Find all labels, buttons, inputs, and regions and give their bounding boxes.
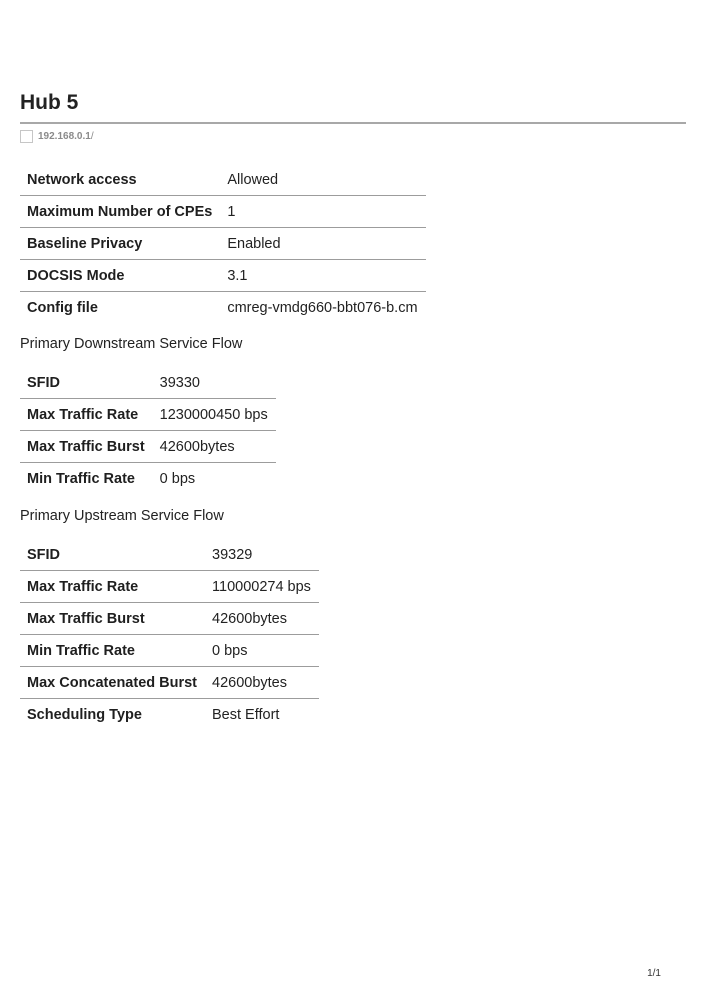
table-row: [20, 292, 426, 324]
row-label: DOCSIS Mode: [20, 260, 220, 292]
url-text[interactable]: [38, 131, 94, 142]
page-title: Hub 5: [20, 91, 79, 114]
row-label: Maximum Number of CPEs: [20, 196, 220, 228]
table-row: [20, 431, 276, 463]
source-url[interactable]: [20, 128, 94, 144]
table-row: [20, 399, 276, 431]
url-path: /: [90, 130, 94, 142]
general-status-table: [20, 164, 426, 323]
row-label: SFID: [27, 546, 61, 563]
row-value: 0 bps: [205, 635, 319, 667]
row-label: Config file: [20, 292, 220, 324]
row-label: Max Traffic Burst: [20, 603, 205, 635]
row-value: 1230000450 bps: [153, 399, 276, 431]
row-value: 110000274 bps: [205, 571, 319, 603]
upstream-flow-table: [20, 539, 319, 730]
table-row: [20, 228, 426, 260]
row-label: Max Traffic Rate: [20, 571, 205, 603]
table-row: [20, 635, 319, 667]
table-row: [20, 463, 276, 495]
row-value: 42600bytes: [153, 431, 276, 463]
row-value: 39329: [212, 546, 253, 563]
table-row: [20, 667, 319, 699]
row-value: 39330: [159, 374, 200, 391]
row-label: Max Concatenated Burst: [20, 667, 205, 699]
row-label: Min Traffic Rate: [20, 463, 153, 495]
downstream-heading: Primary Downstream Service Flow: [20, 336, 243, 352]
title-divider: [20, 122, 686, 124]
page-icon: [20, 130, 33, 143]
row-label: Network access: [27, 171, 137, 188]
row-label: Scheduling Type: [20, 699, 205, 731]
table-row: [20, 603, 319, 635]
row-value: 42600bytes: [205, 603, 319, 635]
row-value: Allowed: [227, 171, 279, 188]
row-value: 1: [220, 196, 425, 228]
table-row: [20, 539, 319, 571]
row-value: Best Effort: [205, 699, 319, 731]
page-number: 1/1: [647, 968, 661, 979]
row-value: Enabled: [220, 228, 425, 260]
upstream-heading: Primary Upstream Service Flow: [20, 508, 224, 524]
table-row: [20, 164, 426, 196]
table-row: [20, 196, 426, 228]
row-value: 3.1: [220, 260, 425, 292]
table-row: [20, 699, 319, 731]
table-row: [20, 367, 276, 399]
row-label: SFID: [27, 374, 61, 391]
downstream-flow-table: [20, 367, 276, 494]
row-label: Min Traffic Rate: [20, 635, 205, 667]
row-label: Max Traffic Burst: [20, 431, 153, 463]
row-value: 42600bytes: [205, 667, 319, 699]
row-label: Max Traffic Rate: [20, 399, 153, 431]
row-value: cmreg-vmdg660-bbt076-b.cm: [220, 292, 425, 324]
row-value: 0 bps: [153, 463, 276, 495]
table-row: [20, 571, 319, 603]
row-label: Baseline Privacy: [20, 228, 220, 260]
url-host: 192.168.0.1: [38, 130, 91, 142]
table-row: [20, 260, 426, 292]
